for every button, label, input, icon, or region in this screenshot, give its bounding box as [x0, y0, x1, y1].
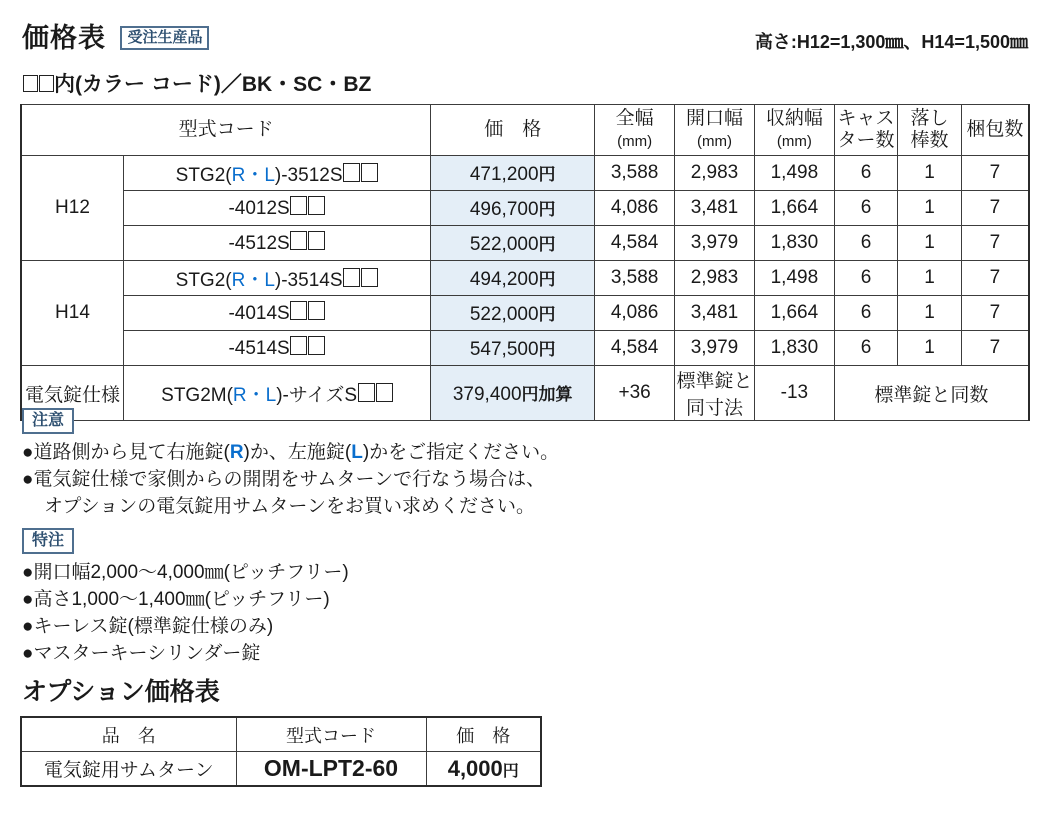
- option-price-cell: 4,000円: [426, 752, 541, 787]
- square-box-icon: [308, 336, 325, 355]
- caster-count-cell: 6: [834, 191, 898, 226]
- table-header-row: [21, 105, 1029, 156]
- total-width-cell: 4,086: [595, 191, 675, 226]
- price-cell: 471,200円: [431, 156, 595, 191]
- storage-width-cell: 1,664: [754, 191, 834, 226]
- special-order-line-4: ●マスターキーシリンダー錠: [22, 642, 261, 664]
- header-drop-bar-count: 落し 棒数: [898, 105, 962, 156]
- option-header-code: 型式コード: [236, 717, 426, 752]
- caster-count-cell: 6: [834, 296, 898, 331]
- opening-width-cell: 標準錠と同寸法: [675, 366, 755, 421]
- price-cell: 522,000円: [431, 226, 595, 261]
- electric-lock-label: 電気錠仕様: [21, 366, 123, 421]
- caution-text: [22, 440, 559, 521]
- height-note: 高さ:H12=1,300㎜、H14=1,500㎜: [754, 32, 1028, 52]
- option-price-title: オプション価格表: [22, 678, 220, 706]
- special-order-line-1: ●開口幅2,000～4,000㎜(ピッチフリー): [22, 562, 349, 583]
- storage-width-cell: 1,498: [754, 156, 834, 191]
- special-order-text: [22, 560, 349, 668]
- table-row: [21, 191, 1029, 226]
- height-label-h12: H12: [21, 156, 123, 261]
- special-order-line-3: ●キーレス錠(標準錠仕様のみ): [22, 615, 274, 637]
- model-code-cell: STG2(R・L)-3512S: [123, 156, 430, 191]
- color-code-values: BK・SC・BZ: [241, 73, 372, 96]
- square-box-icon: [343, 163, 360, 182]
- header-storage-width: 収納幅 (mm): [754, 105, 834, 156]
- square-box-icon: [290, 196, 307, 215]
- made-to-order-badge: 受注生産品: [120, 26, 209, 50]
- drop-bar-count-cell: 1: [898, 191, 962, 226]
- total-width-cell: +36: [595, 366, 675, 421]
- square-box-icon: [308, 301, 325, 320]
- price-cell: 522,000円: [431, 296, 595, 331]
- special-order-label: 特注: [22, 528, 74, 554]
- square-box-icon: [290, 301, 307, 320]
- color-code-line: [22, 68, 371, 98]
- square-box-icon: [361, 163, 378, 182]
- opening-width-cell: 2,983: [675, 261, 755, 296]
- opening-width-cell: 3,979: [675, 226, 755, 261]
- electric-lock-row: [21, 366, 1029, 421]
- square-box-icon: [290, 336, 307, 355]
- drop-bar-count-cell: 1: [898, 296, 962, 331]
- total-width-cell: 4,584: [595, 331, 675, 366]
- opening-width-cell: 3,979: [675, 331, 755, 366]
- opening-width-cell: 3,481: [675, 191, 755, 226]
- total-width-cell: 4,584: [595, 226, 675, 261]
- table-row: [21, 261, 1029, 296]
- drop-bar-count-cell: 1: [898, 226, 962, 261]
- square-box-icon: [358, 383, 375, 402]
- caution-label: 注意: [22, 408, 74, 434]
- table-row: [21, 296, 1029, 331]
- storage-width-cell: 1,830: [754, 331, 834, 366]
- option-header-name: 品 名: [21, 717, 236, 752]
- model-code-cell: STG2(R・L)-3514S: [123, 261, 430, 296]
- color-code-label: 内(カラー コード)／: [54, 73, 242, 96]
- model-code-cell: -4512S: [123, 226, 430, 261]
- header-caster-count: キャス ター数: [834, 105, 898, 156]
- package-count-cell: 7: [961, 156, 1029, 191]
- page-title: 価格表: [22, 23, 106, 53]
- price-cell: 379,400円加算: [431, 366, 595, 421]
- opening-width-cell: 2,983: [675, 156, 755, 191]
- package-count-cell: 7: [961, 226, 1029, 261]
- storage-width-cell: -13: [754, 366, 834, 421]
- model-code-cell: STG2M(R・L)-サイズS: [123, 366, 430, 421]
- opening-width-cell: 3,481: [675, 296, 755, 331]
- model-code-cell: -4514S: [123, 331, 430, 366]
- price-table: [20, 104, 1030, 421]
- option-price-table: [20, 716, 542, 787]
- storage-width-cell: 1,830: [754, 226, 834, 261]
- price-cell: 496,700円: [431, 191, 595, 226]
- square-box-icon: [343, 268, 360, 287]
- price-cell: 547,500円: [431, 331, 595, 366]
- storage-width-cell: 1,664: [754, 296, 834, 331]
- special-order-line-2: ●高さ1,000～1,400㎜(ピッチフリー): [22, 588, 330, 610]
- option-header-row: [21, 717, 541, 752]
- table-row: [21, 226, 1029, 261]
- option-table-row: [21, 752, 541, 787]
- square-box-icon: [308, 231, 325, 250]
- header-total-width: 全幅 (mm): [595, 105, 675, 156]
- header-package-count: 梱包数: [961, 105, 1029, 156]
- header-model-code: 型式コード: [21, 105, 431, 156]
- drop-bar-count-cell: 1: [898, 156, 962, 191]
- package-count-cell: 7: [961, 296, 1029, 331]
- square-box-icon: [290, 231, 307, 250]
- page-header: [22, 22, 1028, 62]
- total-width-cell: 4,086: [595, 296, 675, 331]
- package-count-cell: 7: [961, 261, 1029, 296]
- caution-line-3: オプションの電気錠用サムターンをお買い求めください。: [44, 495, 535, 517]
- caster-count-cell: 6: [834, 261, 898, 296]
- square-box-icon: [376, 383, 393, 402]
- square-box-icon: [308, 196, 325, 215]
- caster-count-cell: 6: [834, 156, 898, 191]
- height-label-h14: H14: [21, 261, 123, 366]
- drop-bar-count-cell: 1: [898, 331, 962, 366]
- option-code-cell: OM-LPT2-60: [236, 752, 426, 787]
- caster-count-cell: 6: [834, 331, 898, 366]
- header-opening-width: 開口幅 (mm): [675, 105, 755, 156]
- package-count-cell: 7: [961, 331, 1029, 366]
- caution-line-1: ●道路側から見て右施錠(R)か、左施錠(L)かをご指定ください。: [22, 442, 560, 463]
- square-box-icon: [361, 268, 378, 287]
- model-code-cell: -4012S: [123, 191, 430, 226]
- same-as-standard-note: 標準錠と同数: [834, 366, 1029, 421]
- square-box-icon: [39, 75, 54, 92]
- model-code-cell: -4014S: [123, 296, 430, 331]
- table-row: [21, 331, 1029, 366]
- package-count-cell: 7: [961, 191, 1029, 226]
- table-row: [21, 156, 1029, 191]
- storage-width-cell: 1,498: [754, 261, 834, 296]
- option-header-price: 価 格: [426, 717, 541, 752]
- price-cell: 494,200円: [431, 261, 595, 296]
- drop-bar-count-cell: 1: [898, 261, 962, 296]
- caution-line-2: ●電気錠仕様で家側からの開閉をサムターンで行なう場合は、: [22, 468, 546, 490]
- square-box-icon: [23, 75, 38, 92]
- total-width-cell: 3,588: [595, 261, 675, 296]
- header-price: 価 格: [431, 105, 595, 156]
- option-name-cell: 電気錠用サムターン: [21, 752, 236, 787]
- total-width-cell: 3,588: [595, 156, 675, 191]
- caster-count-cell: 6: [834, 226, 898, 261]
